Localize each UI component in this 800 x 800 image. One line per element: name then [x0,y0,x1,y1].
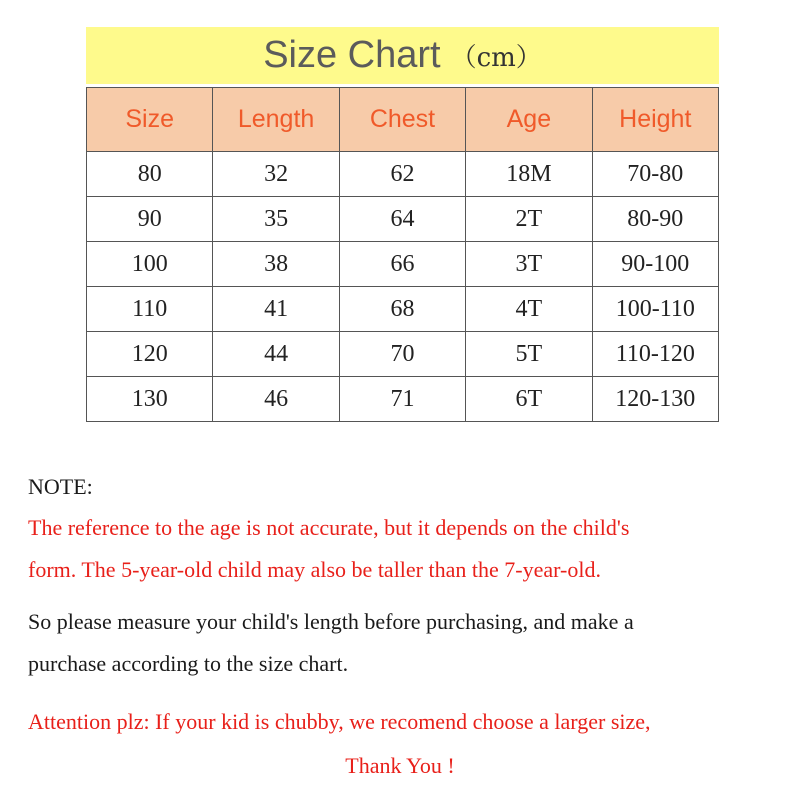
table-cell-length: 46 [213,377,339,422]
table-cell-height: 90-100 [592,242,718,287]
note-measure-line-2: purchase according to the size chart. [28,651,349,676]
table-cell-height: 110-120 [592,332,718,377]
size-table [86,87,719,422]
column-header-size: Size [87,88,213,152]
table-row [87,152,719,197]
table-cell-length: 44 [213,332,339,377]
table-cell-chest: 71 [339,377,465,422]
table-cell-height: 80-90 [592,197,718,242]
table-cell-size: 90 [87,197,213,242]
table-row [87,287,719,332]
table-row [87,377,719,422]
table-cell-length: 41 [213,287,339,332]
table-cell-age: 18M [466,152,592,197]
table-cell-age: 6T [466,377,592,422]
size-chart-title: Size Chart [263,34,441,76]
table-cell-age: 4T [466,287,592,332]
table-cell-size: 120 [87,332,213,377]
column-header-chest: Chest [339,88,465,152]
column-header-height: Height [592,88,718,152]
note-age-disclaimer-line-1: The reference to the age is not accurate, but it depends on the child's [28,515,630,540]
table-cell-length: 32 [213,152,339,197]
note-thank-you: Thank You ! [345,753,455,778]
table-cell-height: 120-130 [592,377,718,422]
table-cell-chest: 64 [339,197,465,242]
table-cell-size: 80 [87,152,213,197]
column-header-age: Age [466,88,592,152]
table-cell-height: 70-80 [592,152,718,197]
table-cell-chest: 70 [339,332,465,377]
note-age-disclaimer-line-2: form. The 5-year-old child may also be taller than the 7-year-old. [28,557,601,582]
table-header-row [87,88,719,152]
table-cell-height: 100-110 [592,287,718,332]
table-cell-size: 100 [87,242,213,287]
table-cell-age: 5T [466,332,592,377]
note-attention: Attention plz: If your kid is chubby, we recomend choose a larger size, [28,709,651,734]
table-cell-chest: 62 [339,152,465,197]
note-heading: NOTE: [28,474,93,499]
table-row [87,242,719,287]
table-row [87,332,719,377]
size-chart-title-bar [86,27,719,84]
size-chart-unit: （cm） [450,43,542,73]
table-cell-age: 2T [466,197,592,242]
table-cell-size: 130 [87,377,213,422]
table-cell-age: 3T [466,242,592,287]
table-cell-length: 38 [213,242,339,287]
table-cell-length: 35 [213,197,339,242]
table-cell-chest: 66 [339,242,465,287]
column-header-length: Length [213,88,339,152]
table-cell-size: 110 [87,287,213,332]
note-measure-line-1: So please measure your child's length before purchasing, and make a [28,609,634,634]
table-row [87,197,719,242]
table-cell-chest: 68 [339,287,465,332]
